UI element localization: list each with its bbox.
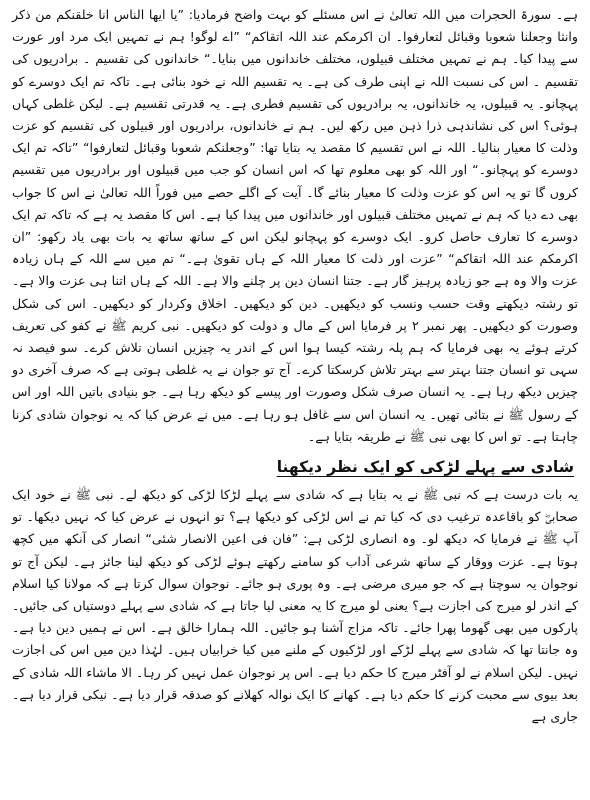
- section-heading: شادی سے پہلے لڑکی کو ایک نظر دیکھنا: [276, 458, 574, 477]
- body-paragraph-1: ہے۔ سورۃ الحجرات میں اللہ تعالیٰ نے اس مسئلے کو بہت واضح فرمادیا: ”یا ایھا الناس انا خلقنکم من ذکر وانثا وجعلنا شعوبا وقبائل لتعارفوا۔ ان اکرمکم عند اللہ اتقاکم“ ”اے لوگو! ہم نے تمہیں ایک مرد اور عورت سے پیدا کیا۔ ہم نے تمہیں مختلف قبیلوں، مختلف خاندانوں میں بنایا۔“ خاندانوں کی تقسیم ۔ برادریوں کی تقسیم ۔ اس کی نسبت اللہ نے اپنی طرف کی ہے۔ یہ تقسیم اللہ نے خود بنائی ہے۔ تاکہ تم ایک دوسرے کو پہچانو۔ یہ قبیلوں، یہ خاندانوں، یہ برادریوں کی تقسیم فطری ہے۔ یہ قدرتی تقسیم ہے۔ لیکن غلطی کہاں ہوئی؟ اس کی نشاندہی ذرا ذہن میں رکھ لیں۔ ہم نے خاندانوں، برادریوں اور قبیلوں کی تقسیم کو عزت وذلت کا معیار بنالیا۔ اللہ نے اس تقسیم کا مقصد یہ بتایا تھا: ”وجعلنکم شعوبا وقبائل لتعارفوا“ ”تاکہ تم ایک دوسرے کو پہچانو۔“ اور اللہ کو بھی معلوم تھا کہ اس انسان کو جب میں قبیلوں اور برادریوں میں تقسیم کروں گا تو یہ اس کو عزت وذلت کا معیار بنائے گا۔ آیت کے اگلے حصے میں فوراً اللہ تعالیٰ نے اس کا جواب بھی دے دیا کہ ہم نے تمہیں مختلف قبیلوں اور خاندانوں میں پیدا کیا ہے۔ اس کا مقصد یہ ہے کہ تاکہ تم ایک دوسرے کا تعارف حاصل کرو۔ ایک دوسرے کو پہچانو لیکن اس کے ساتھ ساتھ یہ بات بھی یاد رکھو: ”ان اکرمکم عند اللہ اتقاکم“ ”عزت اور ذلت کا معیار اللہ کے ہاں تقویٰ ہے۔“ تم میں سے اللہ کے ہاں زیادہ عزت والا وہ ہے جو زیادہ پرہیز گار ہے۔ جتنا انسان دین پر چلنے والا ہے۔ اللہ کے ہاں اتنا ہی عزت والا ہے۔ تو رشتہ دیکھتے وقت حسب ونسب کو دیکھیں۔ دین کو دیکھیں۔ اخلاق وکردار کو دیکھیں۔ اس کی شکل وصورت کو دیکھیں۔ پھر نمبر ۲ پر فرمایا اس کے مال و دولت کو دیکھیں۔ نبی کریم ﷺ نے کفو کی تعریف کرتے ہوئے یہ بھی فرمایا کہ ہم پلہ رشتہ کیسا ہوا اس کے اندر یہ چیزیں انسان تلاش کرے۔ سو فیصد نہ سہی تو انسان جتنا بہتر سے بہتر تلاش کرسکتا کرے۔ آج تو جوان نے یہ غلطی ہوتی ہے کہ صرف آخری دو چیزیں دیکھ رہا ہے۔ یہ انسان صرف شکل وصورت اور پیسے کو دیکھ رہا ہے۔ جو بنیادی باتیں اللہ اور اس کے رسول ﷺ نے بتائی تھیں۔ یہ انسان اس سے غافل ہو رہا ہے۔ میں نے عرض کیا کہ یہ نوجوان شادی کرنا چاہتا ہے۔ تو اس کا بھی نبی ﷺ نے طریقہ بتایا ہے۔: [12, 7, 578, 444]
- body-paragraph-2: یہ بات درست ہے کہ نبی ﷺ نے یہ بتایا ہے کہ شادی سے پہلے لڑکا لڑکی کو دیکھ لے۔ نبی ﷺ نے خود ایک صحابیؓ کو باقاعدہ ترغیب دی کہ کیا تم نے اس لڑکی کو دیکھا ہے؟ تو انہوں نے عرض کیا کہ نہیں دیکھا۔ تو آپ ﷺ نے فرمایا کہ دیکھ لو۔ وہ انصاری لڑکی ہے: ”فان فی اعین الانصار شئی“ انصار کی آنکھ میں کچھ ہوتا ہے۔ عزت ووقار کے ساتھ شرعی آداب کو سامنے رکھتے ہوئے لڑکی کو دیکھ لینا جائز ہے۔ لیکن آج تو نوجوان یہ سوچتا ہے کہ جو میری مرضی ہے۔ وہ پوری ہو جائے۔ نوجوان سوال کرتا ہے کہ مولانا کیا اسلام کے اندر لو میرج کی اجازت ہے؟ یعنی لو میرج کا یہ معنی لیا جاتا ہے کہ شادی سے پہلے دوستیاں کی جائیں۔ پارکوں میں بھی گھوما پھرا جائے۔ تاکہ مزاج آشنا ہو جائیں۔ اللہ ہمارا خالق ہے۔ اس نے ہمیں دین دیا ہے۔ وہ جانتا تھا کہ شادی سے پہلے لڑکے اور لڑکیوں کے ملنے میں کیا خرابیاں ہیں۔ لہٰذا دین میں اس کی اجازت نہیں۔ لیکن اسلام نے لو آفٹر میرج کا حکم دیا ہے۔ اس پر نوجوان عمل نہیں کر رہا۔ الا ماشاء اللہ شادی کے بعد بیوی سے محبت کرنے کا حکم دیا ہے۔ کھانے کا ایک نوالہ کھلانے کو صدقہ قرار دیا ہے۔ نیکی قرار دیا ہے۔ جاری ہے: [12, 487, 578, 725]
